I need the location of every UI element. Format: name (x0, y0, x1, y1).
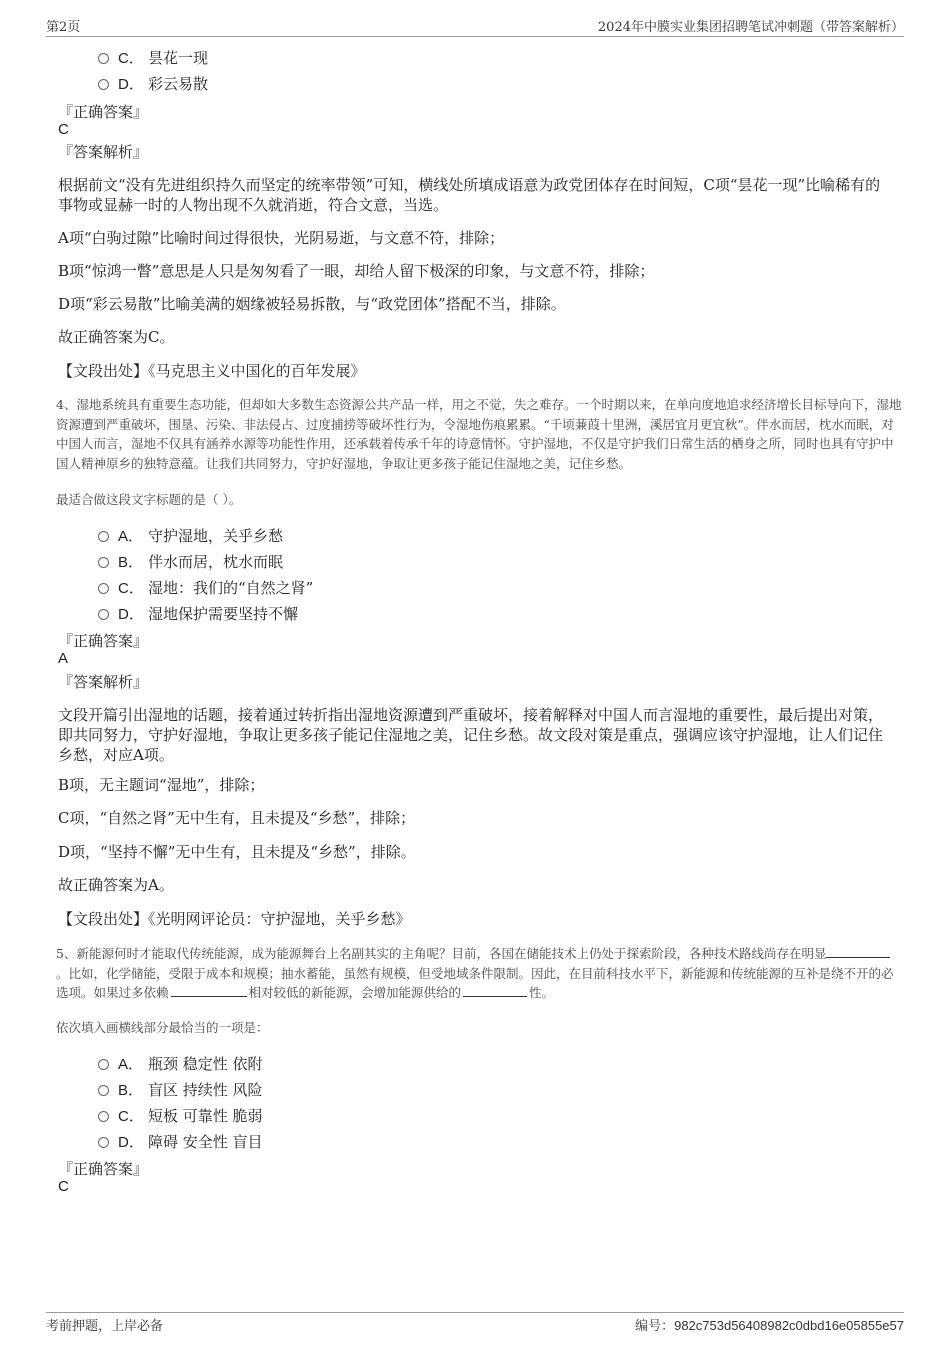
answer-value: A (58, 650, 69, 667)
fill-blank (826, 944, 890, 958)
radio-icon[interactable] (98, 1111, 109, 1122)
analysis-paragraph: C项，“自然之肾”无中生有，且未提及“乡愁”，排除； (58, 809, 416, 827)
analysis-paragraph: B项，无主题词“湿地”，排除； (58, 776, 265, 794)
question-prompt: 最适合做这段文字标题的是（ ）。 (56, 492, 242, 507)
footer-slogan: 考前押题，上岸必备 (46, 1319, 164, 1334)
option-d[interactable]: D． 湿地保护需要坚持不懈 (98, 603, 298, 623)
radio-icon[interactable] (98, 609, 109, 620)
answer-value: C (58, 121, 69, 138)
analysis-paragraph: D项“彩云易散”比喻美满的姻缘被轻易拆散，与“政党团体”搭配不当，排除。 (58, 295, 566, 313)
question-prompt: 依次填入画横线部分最恰当的一项是： (56, 1020, 269, 1035)
radio-icon[interactable] (98, 583, 109, 594)
analysis-paragraph: A项“白驹过隙”比喻时间过得很快，光阴易逝，与文意不符，排除； (58, 229, 505, 247)
analysis-paragraph: D项，“坚持不懈”无中生有，且未提及“乡愁”，排除。 (58, 843, 416, 861)
page-header (46, 14, 904, 37)
radio-icon[interactable] (98, 1137, 109, 1148)
analysis-label: 『答案解析』 (58, 673, 149, 691)
radio-icon[interactable] (98, 557, 109, 568)
radio-icon[interactable] (98, 531, 109, 542)
page-footer (46, 1312, 904, 1337)
analysis-paragraph: 故正确答案为A。 (58, 876, 174, 894)
question-text: 5、新能源何时才能取代传统能源，成为能源舞台上名副其实的主角呢？目前，各国在储能技术上仍处于探索阶段，各种技术路线尚存在明显。比如，化学储能，受限于成本和规模；抽水蓄能，虽然有规模，但受地域条件限制。因此，在目前科技水平下，新能源和传统能源的互补是绕不开的必选项。如果过多依赖 相对较低的新能源，会增加能源供给的 性。 (56, 946, 894, 1000)
fill-blank (463, 983, 527, 997)
document-code: 编号：982c753d56408982c0dbd16e05855e57 (635, 1318, 904, 1334)
answer-value: C (58, 1178, 69, 1195)
radio-icon[interactable] (98, 53, 109, 64)
page-number: 第2页 (46, 20, 81, 35)
analysis-label: 『答案解析』 (58, 143, 149, 161)
option-c[interactable]: C． 湿地：我们的“自然之肾” (98, 577, 313, 597)
document-title: 2024年中膜实业集团招聘笔试冲刺题（带答案解析） (597, 20, 904, 35)
question-text: 4、湿地系统具有重要生态功能，但却如大多数生态资源公共产品一样，用之不觉，失之难存。一个时期以来，在单向度地追求经济增长目标导向下，湿地资源遭到严重破坏，围垦、污染、非法侵占、过度捕捞等破坏性行为，令湿地伤痕累累。“千顷蒹葭十里洲，溪居宜月更宜秋”。伴水而居，枕水而眠，对中国人而言，湿地不仅具有涵养水源等功能性作用，还承载着传承千年的诗意情怀。守护湿地，不仅是守护我们日常生活的栖身之所，同时也具有守护中国人精神原乡的独特意蕴。让我们共同努力，守护好湿地，争取让更多孩子能记住湿地之美，记住乡愁。 (56, 397, 902, 471)
option-c[interactable]: C． 短板 可靠性 脆弱 (98, 1105, 263, 1125)
analysis-paragraph: B项“惊鸿一瞥”意思是人只是匆匆看了一眼，却给人留下极深的印象，与文意不符，排除； (58, 262, 655, 280)
option-a[interactable]: A． 守护湿地，关乎乡愁 (98, 525, 283, 545)
radio-icon[interactable] (98, 79, 109, 90)
analysis-paragraph: 根据前文“没有先进组织持久而坚定的统率带领”可知，横线处所填成语意为政党团体存在时间短，C项“昙花一现”比喻稀有的事物或显赫一时的人物出现不久就消逝，符合文意，当选。 (58, 176, 881, 214)
source-citation: 【文段出处】《光明网评论员：守护湿地，关乎乡愁》 (58, 910, 411, 928)
option-c[interactable]: C． 昙花一现 (98, 47, 208, 67)
option-b[interactable]: B． 盲区 持续性 风险 (98, 1079, 263, 1099)
radio-icon[interactable] (98, 1085, 109, 1096)
answer-label: 『正确答案』 (58, 103, 149, 121)
answer-label: 『正确答案』 (58, 1160, 149, 1178)
radio-icon[interactable] (98, 1059, 109, 1070)
answer-label: 『正确答案』 (58, 632, 149, 650)
option-d[interactable]: D． 障碍 安全性 盲目 (98, 1131, 263, 1151)
option-a[interactable]: A． 瓶颈 稳定性 依附 (98, 1053, 263, 1073)
source-citation: 【文段出处】《马克思主义中国化的百年发展》 (58, 362, 366, 380)
analysis-paragraph: 文段开篇引出湿地的话题，接着通过转折指出湿地资源遭到严重破坏，接着解释对中国人而言湿地的重要性，最后提出对策，即共同努力，守护好湿地，争取让更多孩子能记住湿地之美，记住乡愁。故文段对策是重点，强调应该守护湿地，让人们记住乡愁，对应A项。 (58, 706, 884, 764)
fill-blank (171, 983, 247, 997)
option-b[interactable]: B． 伴水而居，枕水而眠 (98, 551, 283, 571)
option-d[interactable]: D． 彩云易散 (98, 73, 208, 93)
analysis-paragraph: 故正确答案为C。 (58, 328, 175, 346)
